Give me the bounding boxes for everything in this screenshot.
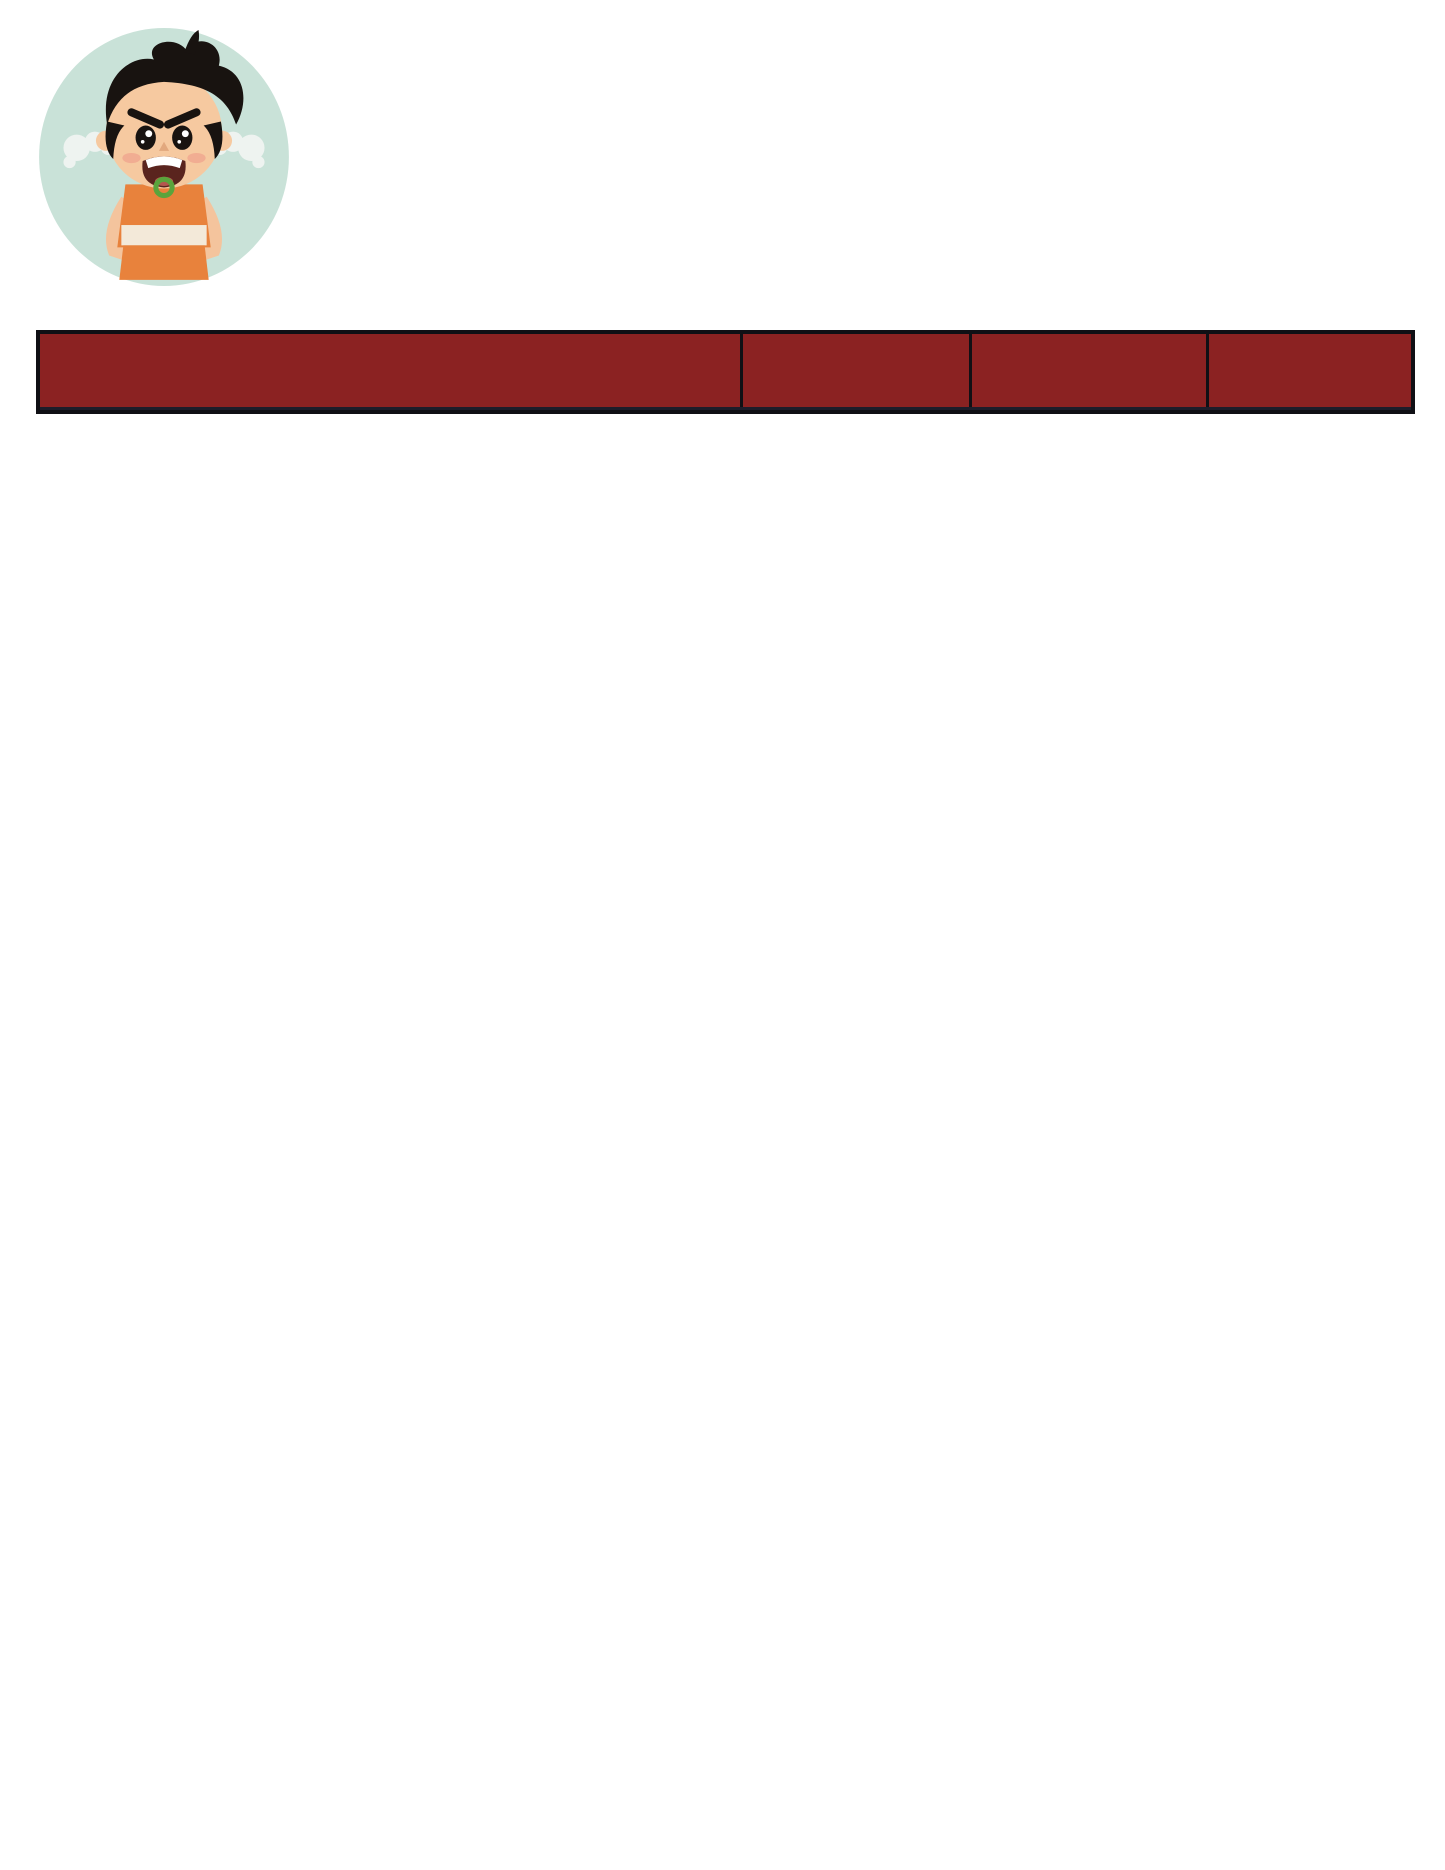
page-title: [0, 44, 1445, 174]
table-header-row: [40, 334, 1411, 410]
column-header-sometimes: [969, 334, 1206, 407]
column-header-often: [1206, 334, 1411, 407]
behavior-table: [36, 330, 1415, 414]
column-header-never: [740, 334, 969, 407]
behavior-column-header: [40, 334, 740, 407]
